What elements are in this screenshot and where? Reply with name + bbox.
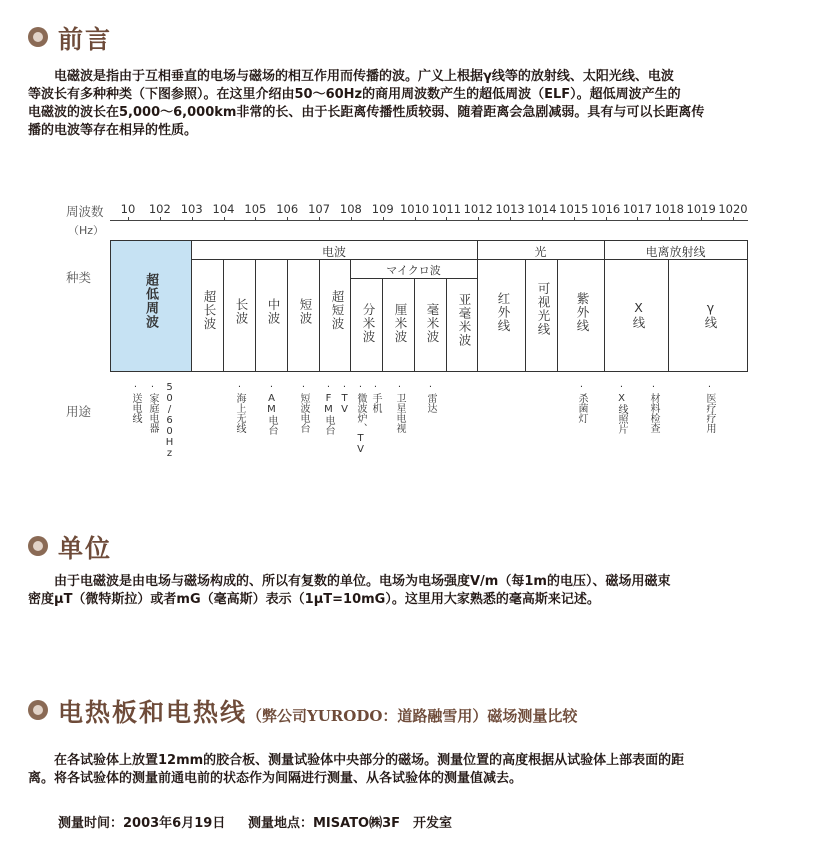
use-mobile-phone: ·手机 (370, 382, 381, 413)
preface-line-4: 播的电波等存在相异的性质。 (28, 123, 198, 138)
cell-lf-label: 长波 (234, 298, 249, 325)
use-50-60hz: 50/60Hz (164, 382, 175, 459)
frequency-tick-mark (574, 217, 575, 221)
use-marine-radio: ·海上无线 (234, 382, 245, 433)
cell-infrared (477, 259, 526, 372)
group-ionizing-label: 电离放射线 (645, 245, 706, 259)
heating-title: 电热板和电热线 (58, 698, 248, 727)
group-micro (350, 259, 478, 279)
frequency-label: 周波数 (66, 204, 104, 219)
preface-paragraph (28, 68, 808, 140)
frequency-tick-mark (287, 217, 288, 221)
frequency-tick-label: 103 (180, 202, 203, 216)
group-light-label: 光 (534, 245, 547, 259)
cell-shf-label: 厘米波 (393, 303, 408, 344)
cell-uhf-label: 分米波 (361, 303, 376, 344)
cell-shf (382, 278, 415, 372)
cell-infrared-label: 红外线 (496, 292, 511, 333)
frequency-tick-mark (478, 217, 479, 221)
cell-uhf (350, 278, 383, 372)
frequency-unit: （Hz） (68, 224, 105, 237)
frequency-tick-label: 1015 (559, 202, 589, 216)
cell-ultraviolet (557, 259, 605, 372)
cell-elf-label: 超低周波 (143, 273, 158, 329)
cell-xray (604, 259, 669, 372)
frequency-tick-mark (415, 217, 416, 221)
frequency-tick-mark (446, 217, 447, 221)
heating-subtitle: （弊公司YURODO：道路融雪用）磁场测量比较 (247, 707, 578, 725)
section-bullet-icon (28, 536, 48, 556)
frequency-tick-mark (160, 217, 161, 221)
frequency-tick-mark (128, 217, 129, 221)
frequency-tick-label: 1013 (495, 202, 525, 216)
heating-paragraph (28, 752, 808, 788)
use-material-inspection: ·材料检查 (648, 382, 659, 433)
cell-ehf (414, 278, 447, 372)
cell-submm-label: 亚毫米波 (457, 293, 472, 347)
frequency-tick-mark (192, 217, 193, 221)
use-am-station: ·AM电台 (266, 382, 277, 435)
frequency-tick-label: 108 (339, 202, 362, 216)
frequency-tick-mark (701, 217, 702, 221)
group-radio (191, 240, 478, 260)
frequency-tick-label: 106 (276, 202, 299, 216)
unit-line-2: 密度μT（微特斯拉）或者mG（毫高斯）表示（1μT=10mG）。这里用大家熟悉的毫高斯来记述。 (28, 592, 600, 607)
frequency-tick-label: 1019 (686, 202, 716, 216)
cell-ehf-label: 毫米波 (425, 303, 440, 344)
frequency-tick-label: 1011 (431, 202, 462, 216)
use-shortwave-station: ·短波电台 (298, 382, 309, 433)
cell-vhf (319, 259, 351, 372)
use-germicidal-lamp: ·杀菌灯 (576, 382, 587, 423)
cell-gamma (668, 259, 748, 372)
frequency-tick-label: 1017 (622, 202, 653, 216)
heating-line-1: 在各试验体上放置12mm的胶合板、测量试验体中央部分的磁场。测量位置的高度根据从试验体上部表面的距 (28, 753, 685, 768)
use-label: 用途 (66, 404, 92, 419)
kind-label: 种类 (66, 270, 92, 285)
frequency-tick-label: 1014 (527, 202, 557, 216)
frequency-tick-label: 10 (120, 202, 136, 216)
unit-paragraph (28, 573, 808, 609)
cell-gamma-label: γ线 (703, 300, 718, 330)
measure-time: 测量时间：2003年6月19日 (58, 816, 226, 831)
frequency-tick-label: 105 (244, 202, 267, 216)
cell-elf (110, 240, 192, 372)
cell-submm (446, 278, 478, 372)
frequency-tick-label: 107 (308, 202, 331, 216)
frequency-tick-mark (733, 217, 734, 221)
cell-vlf (191, 259, 224, 372)
frequency-tick-mark (606, 217, 607, 221)
group-light (477, 240, 605, 260)
frequency-tick-mark (637, 217, 638, 221)
cell-ultraviolet-label: 紫外线 (575, 292, 590, 333)
use-power-line: ·送电线 (130, 382, 141, 423)
heating-line-2: 离。将各试验体的测量前通电前的状态作为间隔进行测量、从各试验体的测量值减去。 (28, 771, 523, 786)
use-fm-station: ·FM电台 (323, 382, 334, 435)
frequency-tick-label: 109 (371, 202, 394, 216)
use-radar: ·雷达 (425, 382, 436, 413)
measure-place: 测量地点：MISATO㈱3F 开发室 (248, 816, 453, 831)
section-bullet-icon (28, 27, 48, 47)
cell-mf-label: 中波 (266, 298, 281, 325)
cell-visible (525, 259, 558, 372)
frequency-tick-label: 102 (148, 202, 171, 216)
frequency-tick-mark (319, 217, 320, 221)
cell-xray-label: X线 (631, 300, 646, 330)
frequency-tick-label: 104 (212, 202, 235, 216)
cell-hf (287, 259, 320, 372)
preface-line-3: 电磁波的波长在5,000～6,000km非常的长、由于长距离传播性质较弱、随着距离会急剧减弱。具有与可以长距离传 (28, 105, 705, 120)
section-title-unit: 单位 (58, 534, 113, 563)
frequency-tick-label: 1020 (718, 202, 748, 216)
use-home-appliance: ·家庭电器 (147, 382, 158, 433)
frequency-tick-mark (510, 217, 511, 221)
unit-line-1: 由于电磁波是由电场与磁场构成的、所以有复数的单位。电场为电场强度V/m（每1m的电压）、磁场用磁束 (28, 574, 671, 589)
cell-vhf-label: 超短波 (330, 290, 345, 331)
frequency-tick-label: 1016 (590, 202, 621, 216)
group-micro-label: マイクロ波 (386, 264, 441, 277)
frequency-tick-mark (542, 217, 543, 221)
preface-line-2: 等波长有多种种类（下图参照）。在这里介绍由50～60Hz的商用周波数产生的超低周波（ELF）。超低周波产生的 (28, 87, 681, 102)
preface-line-1: 电磁波是指由于互相垂直的电场与磁场的相互作用而传播的波。广义上根据γ线等的放射线、太阳光线、电波 (28, 69, 674, 84)
use-satellite-tv: ·卫星电视 (394, 382, 405, 433)
frequency-tick-mark (255, 217, 256, 221)
cell-vlf-label: 超长波 (202, 290, 217, 331)
group-ionizing (604, 240, 748, 260)
frequency-tick-mark (224, 217, 225, 221)
cell-hf-label: 短波 (298, 298, 313, 325)
frequency-tick-mark (383, 217, 384, 221)
use-medical: ·医疗疗用 (704, 382, 715, 433)
section-title-heating (58, 693, 577, 729)
use-tv: ·TV (339, 382, 350, 415)
frequency-tick-mark (351, 217, 352, 221)
cell-mf (255, 259, 288, 372)
frequency-tick-label: 1018 (654, 202, 684, 216)
use-microwave-tv: ·微波炉、TV (355, 382, 366, 455)
use-xray-photo: ·X线照片 (616, 382, 627, 434)
frequency-axis (110, 220, 748, 221)
cell-visible-label: 可视光线 (536, 282, 551, 336)
cell-lf (223, 259, 256, 372)
frequency-tick-mark (669, 217, 670, 221)
section-title-preface: 前言 (58, 25, 113, 54)
frequency-tick-label: 1012 (463, 202, 493, 216)
frequency-tick-label: 1010 (399, 202, 430, 216)
section-bullet-icon (28, 700, 48, 720)
group-radio-label: 电波 (321, 245, 346, 259)
